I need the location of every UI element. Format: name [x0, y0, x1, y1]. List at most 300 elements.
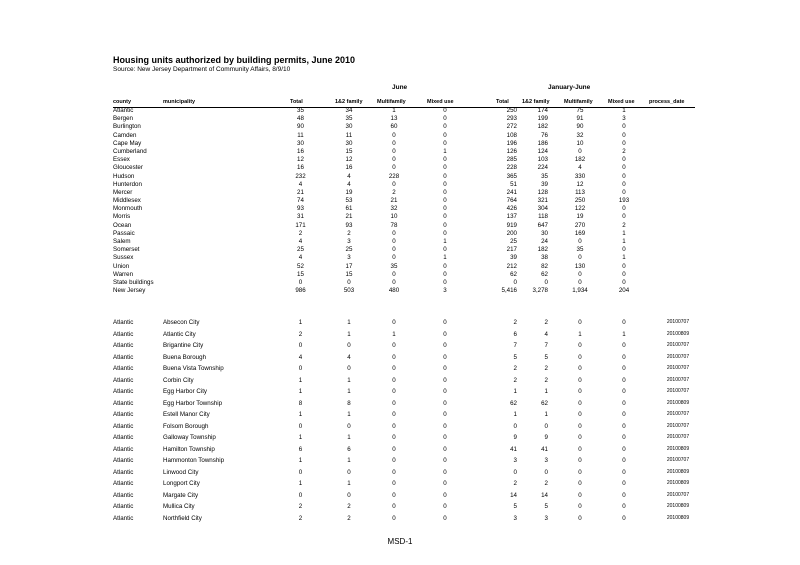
cell-1-2-family: 34 — [345, 107, 353, 114]
cell-ytd-mixed-use: 0 — [622, 246, 626, 254]
cell-process-date: 20100707 — [666, 411, 690, 418]
table-row — [113, 254, 695, 262]
cell-multifamily: 0 — [392, 164, 396, 172]
table-row — [113, 230, 695, 238]
cell-ytd-mixed-use: 1 — [622, 107, 626, 114]
cell-ytd-1-2-family: 62 — [541, 270, 548, 278]
table-row — [113, 271, 695, 279]
cell-ytd-multifamily: 0 — [578, 399, 582, 407]
cell-multifamily: 0 — [392, 229, 396, 237]
cell-ytd-mixed-use: 0 — [622, 205, 626, 213]
cell-multifamily: 228 — [388, 172, 400, 180]
table-row — [113, 123, 695, 131]
cell-1-2-family: 2 — [347, 503, 351, 511]
cell-county: Gloucester — [113, 164, 143, 172]
cell-municipality: Corbin City — [163, 376, 194, 384]
cell-ytd-multifamily: 0 — [578, 480, 582, 488]
cell-ytd-multifamily: 0 — [578, 238, 582, 245]
cell-municipality: Linwood City — [163, 468, 199, 476]
cell-ytd-1-2-family: 118 — [538, 213, 548, 221]
cell-municipality: Mullica City — [163, 503, 195, 511]
cell-ytd-multifamily: 19 — [576, 213, 584, 221]
header-ytd-mixed-use: Mixed use — [608, 99, 635, 105]
cell-ytd-1-2-family: 3 — [544, 514, 548, 522]
table-row — [113, 279, 695, 287]
cell-ytd-1-2-family: 14 — [541, 491, 548, 499]
cell-total: 93 — [297, 205, 304, 213]
cell-ytd-1-2-family: 124 — [537, 147, 548, 155]
cell-ytd-1-2-family: 1 — [544, 411, 548, 419]
cell-ytd-1-2-family: 35 — [541, 172, 548, 180]
cell-mixed-use: 0 — [443, 213, 447, 221]
cell-ytd-multifamily: 12 — [576, 180, 584, 188]
cell-mixed-use: 0 — [443, 422, 447, 430]
cell-ytd-1-2-family: 186 — [537, 139, 548, 147]
cell-multifamily: 10 — [390, 213, 398, 221]
cell-ytd-mixed-use: 2 — [622, 147, 626, 155]
cell-1-2-family: 1 — [347, 319, 351, 326]
cell-total: 4 — [298, 254, 303, 262]
cell-multifamily: 0 — [392, 342, 396, 350]
cell-ytd-mixed-use: 0 — [622, 342, 626, 350]
cell-multifamily: 0 — [392, 254, 396, 262]
cell-ytd-1-2-family: 5 — [544, 353, 548, 361]
cell-ytd-total: 3 — [513, 457, 517, 465]
cell-county: Atlantic — [113, 491, 134, 499]
cell-municipality: Hamilton Township — [163, 445, 215, 453]
cell-total: 4 — [298, 353, 303, 361]
cell-ytd-1-2-family: 304 — [537, 205, 548, 213]
cell-county: Atlantic — [113, 399, 134, 407]
cell-ytd-multifamily: 10 — [576, 139, 584, 147]
cell-municipality: Northfield City — [163, 514, 202, 522]
cell-county: New Jersey — [113, 287, 146, 295]
cell-1-2-family: 1 — [347, 330, 351, 338]
cell-process-date: 20100809 — [666, 503, 690, 510]
table-row — [113, 478, 695, 490]
cell-ytd-mixed-use: 0 — [622, 365, 626, 373]
cell-total: 0 — [298, 491, 303, 499]
cell-total: 90 — [297, 123, 304, 131]
cell-total: 4 — [298, 238, 303, 245]
cell-county: Ocean — [113, 221, 132, 229]
header-mixed-use: Mixed use — [427, 99, 454, 105]
cell-process-date: 20100809 — [666, 468, 690, 475]
cell-multifamily: 78 — [390, 221, 398, 229]
cell-process-date: 20100809 — [666, 399, 690, 406]
cell-ytd-mixed-use: 0 — [622, 131, 626, 139]
cell-1-2-family: 0 — [347, 468, 351, 476]
table-row — [113, 197, 695, 205]
cell-process-date: 20100707 — [666, 388, 690, 395]
cell-municipality: Galloway Township — [163, 434, 216, 442]
cell-total: 0 — [298, 365, 303, 373]
cell-mixed-use: 0 — [443, 164, 447, 172]
cell-multifamily: 60 — [390, 123, 398, 131]
cell-total: 1 — [298, 434, 303, 442]
cell-1-2-family: 17 — [345, 262, 353, 270]
cell-ytd-1-2-family: 76 — [541, 131, 548, 139]
cell-ytd-total: 1 — [513, 388, 517, 396]
page-footer: MSD-1 — [387, 537, 413, 546]
cell-ytd-mixed-use: 0 — [622, 270, 626, 278]
cell-ytd-mixed-use: 0 — [622, 434, 626, 442]
cell-county: Morris — [113, 213, 131, 221]
cell-1-2-family: 3 — [347, 238, 351, 245]
cell-ytd-total: 212 — [506, 262, 517, 270]
cell-1-2-family: 0 — [347, 422, 351, 430]
cell-ytd-total: 108 — [506, 131, 517, 139]
cell-ytd-mixed-use: 0 — [622, 468, 626, 476]
cell-multifamily: 0 — [392, 139, 396, 147]
header-process-date: process_date — [649, 99, 685, 105]
cell-ytd-mixed-use: 1 — [622, 330, 626, 338]
cell-ytd-1-2-family: 82 — [541, 262, 548, 270]
county-table — [113, 107, 695, 295]
cell-ytd-1-2-family: 199 — [537, 115, 548, 123]
cell-ytd-1-2-family: 38 — [541, 254, 548, 262]
cell-ytd-total: 2 — [513, 365, 517, 373]
cell-mixed-use: 0 — [443, 434, 447, 442]
cell-ytd-mixed-use: 0 — [622, 319, 626, 326]
cell-ytd-multifamily: 169 — [574, 229, 586, 237]
cell-municipality: Estell Manor City — [163, 411, 210, 419]
cell-ytd-total: 200 — [506, 229, 517, 237]
cell-ytd-1-2-family: 182 — [537, 123, 548, 131]
cell-total: 31 — [297, 213, 304, 221]
cell-ytd-mixed-use: 0 — [622, 388, 626, 396]
cell-process-date: 20100707 — [666, 491, 690, 498]
cell-multifamily: 0 — [392, 422, 396, 430]
cell-ytd-multifamily: 91 — [576, 115, 584, 123]
cell-ytd-mixed-use: 3 — [622, 115, 626, 123]
cell-county: Atlantic — [113, 107, 134, 114]
cell-ytd-multifamily: 75 — [576, 107, 584, 114]
cell-ytd-mixed-use: 0 — [622, 180, 626, 188]
header-multifamily: Multifamily — [377, 99, 406, 105]
cell-mixed-use: 3 — [443, 287, 447, 295]
cell-1-2-family: 1 — [347, 434, 351, 442]
cell-ytd-mixed-use: 0 — [622, 411, 626, 419]
header-1-2-family: 1&2 family — [335, 99, 363, 105]
table-row — [113, 317, 695, 329]
cell-ytd-total: 228 — [506, 164, 517, 172]
cell-ytd-total: 293 — [506, 115, 517, 123]
cell-mixed-use: 0 — [443, 319, 447, 326]
cell-mixed-use: 0 — [443, 262, 447, 270]
cell-ytd-multifamily: 0 — [578, 342, 582, 350]
cell-multifamily: 0 — [392, 399, 396, 407]
cell-ytd-1-2-family: 39 — [541, 180, 548, 188]
table-row — [113, 432, 695, 444]
cell-ytd-multifamily: 130 — [574, 262, 586, 270]
cell-municipality: Folsom Borough — [163, 422, 209, 430]
cell-multifamily: 0 — [392, 468, 396, 476]
cell-multifamily: 35 — [390, 262, 398, 270]
cell-ytd-total: 25 — [510, 238, 517, 245]
cell-county: Hudson — [113, 172, 135, 180]
cell-ytd-multifamily: 0 — [578, 365, 582, 373]
cell-ytd-total: 126 — [506, 147, 517, 155]
cell-ytd-mixed-use: 1 — [622, 229, 626, 237]
table-row — [113, 148, 695, 156]
cell-county: Atlantic — [113, 422, 134, 430]
cell-ytd-mixed-use: 0 — [622, 503, 626, 511]
cell-1-2-family: 0 — [347, 278, 351, 286]
cell-mixed-use: 0 — [443, 229, 447, 237]
cell-ytd-multifamily: 0 — [578, 270, 582, 278]
header-ytd-1-2-family: 1&2 family — [522, 99, 550, 105]
cell-ytd-mixed-use: 204 — [618, 287, 630, 295]
cell-1-2-family: 0 — [347, 365, 351, 373]
cell-county: Atlantic — [113, 365, 134, 373]
cell-ytd-total: 0 — [513, 422, 517, 430]
cell-county: Atlantic — [113, 342, 134, 350]
cell-total: 1 — [298, 376, 303, 384]
cell-mixed-use: 1 — [443, 147, 447, 155]
cell-multifamily: 1 — [392, 107, 396, 114]
cell-1-2-family: 15 — [345, 270, 353, 278]
cell-mixed-use: 1 — [443, 254, 447, 262]
cell-ytd-mixed-use: 0 — [622, 514, 626, 522]
table-row — [113, 107, 695, 115]
cell-ytd-total: 7 — [513, 342, 517, 350]
cell-ytd-total: 0 — [513, 278, 517, 286]
cell-ytd-total: 62 — [510, 399, 517, 407]
cell-ytd-multifamily: 0 — [578, 468, 582, 476]
header-municipality: municipality — [163, 99, 196, 105]
cell-county: Atlantic — [113, 480, 134, 488]
cell-ytd-mixed-use: 0 — [622, 457, 626, 465]
cell-total: 986 — [295, 287, 306, 295]
cell-1-2-family: 53 — [345, 197, 353, 205]
cell-ytd-multifamily: 330 — [574, 172, 586, 180]
cell-mixed-use: 0 — [443, 399, 447, 407]
cell-county: Cumberland — [113, 147, 147, 155]
cell-ytd-total: 196 — [506, 139, 517, 147]
cell-ytd-total: 137 — [506, 213, 517, 221]
cell-ytd-1-2-family: 7 — [544, 342, 548, 350]
cell-mixed-use: 0 — [443, 353, 447, 361]
cell-ytd-mixed-use: 0 — [622, 353, 626, 361]
cell-ytd-total: 217 — [506, 246, 517, 254]
cell-total: 8 — [298, 399, 303, 407]
cell-multifamily: 0 — [392, 278, 396, 286]
cell-mixed-use: 0 — [443, 503, 447, 511]
table-row — [113, 409, 695, 421]
cell-county: Atlantic — [113, 330, 134, 338]
cell-ytd-total: 41 — [510, 445, 517, 453]
cell-ytd-1-2-family: 2 — [544, 480, 548, 488]
cell-ytd-1-2-family: 2 — [544, 319, 548, 326]
cell-ytd-total: 1 — [513, 411, 517, 419]
cell-ytd-1-2-family: 0 — [544, 422, 548, 430]
cell-total: 16 — [297, 147, 304, 155]
cell-ytd-1-2-family: 647 — [537, 221, 548, 229]
table-row — [113, 287, 695, 295]
cell-mixed-use: 0 — [443, 445, 447, 453]
cell-total: 30 — [297, 139, 304, 147]
cell-ytd-1-2-family: 321 — [537, 197, 548, 205]
cell-ytd-multifamily: 250 — [574, 197, 586, 205]
cell-ytd-mixed-use: 193 — [618, 197, 630, 205]
cell-mixed-use: 0 — [443, 221, 447, 229]
cell-ytd-1-2-family: 1 — [544, 388, 548, 396]
cell-county: Atlantic — [113, 434, 134, 442]
cell-ytd-total: 365 — [506, 172, 517, 180]
table-row — [113, 263, 695, 271]
table-row — [113, 181, 695, 189]
cell-total: 232 — [295, 172, 306, 180]
cell-mixed-use: 0 — [443, 365, 447, 373]
cell-process-date: 20100809 — [666, 514, 690, 521]
cell-1-2-family: 0 — [347, 342, 351, 350]
cell-ytd-mixed-use: 0 — [622, 139, 626, 147]
cell-multifamily: 32 — [390, 205, 398, 213]
table-row — [113, 238, 695, 246]
cell-county: Atlantic — [113, 468, 134, 476]
cell-multifamily: 0 — [392, 503, 396, 511]
cell-ytd-total: 5 — [513, 353, 517, 361]
cell-total: 12 — [297, 156, 304, 164]
cell-county: Middlesex — [113, 197, 141, 205]
cell-ytd-total: 2 — [513, 319, 517, 326]
cell-ytd-mixed-use: 0 — [622, 156, 626, 164]
cell-1-2-family: 2 — [347, 229, 351, 237]
table-row — [113, 205, 695, 213]
cell-ytd-multifamily: 0 — [578, 376, 582, 384]
cell-ytd-multifamily: 0 — [578, 319, 582, 326]
cell-1-2-family: 25 — [345, 246, 353, 254]
cell-ytd-multifamily: 90 — [576, 123, 584, 131]
cell-ytd-total: 51 — [510, 180, 517, 188]
cell-process-date: 20100707 — [666, 365, 690, 372]
cell-county: Camden — [113, 131, 137, 139]
cell-total: 11 — [297, 131, 304, 139]
cell-ytd-multifamily: 35 — [576, 246, 584, 254]
cell-county: Atlantic — [113, 353, 134, 361]
cell-ytd-1-2-family: 24 — [541, 238, 548, 245]
table-row — [113, 386, 695, 398]
cell-municipality: Hammonton Township — [163, 457, 225, 465]
table-row — [113, 329, 695, 341]
cell-county: Atlantic — [113, 445, 134, 453]
table-row — [113, 115, 695, 123]
cell-ytd-total: 6 — [513, 330, 517, 338]
cell-multifamily: 0 — [392, 238, 396, 245]
cell-ytd-total: 14 — [510, 491, 517, 499]
cell-mixed-use: 0 — [443, 388, 447, 396]
cell-1-2-family: 11 — [345, 131, 353, 139]
cell-total: 4 — [298, 180, 303, 188]
cell-multifamily: 0 — [392, 147, 396, 155]
cell-total: 48 — [297, 115, 304, 123]
cell-county: Bergen — [113, 115, 133, 123]
cell-ytd-1-2-family: 128 — [537, 188, 548, 196]
cell-total: 0 — [298, 422, 303, 430]
cell-ytd-total: 0 — [513, 468, 517, 476]
cell-county: Burlington — [113, 123, 141, 131]
cell-process-date: 20100809 — [666, 480, 690, 487]
cell-multifamily: 480 — [388, 287, 400, 295]
cell-mixed-use: 0 — [443, 156, 447, 164]
cell-1-2-family: 30 — [345, 123, 353, 131]
cell-total: 6 — [298, 445, 303, 453]
cell-ytd-multifamily: 0 — [578, 514, 582, 522]
cell-municipality: Margate City — [163, 491, 199, 499]
cell-ytd-mixed-use: 0 — [622, 262, 626, 270]
cell-process-date: 20100707 — [666, 319, 690, 325]
cell-mixed-use: 0 — [443, 330, 447, 338]
cell-total: 35 — [297, 107, 304, 114]
cell-mixed-use: 0 — [443, 139, 447, 147]
cell-mixed-use: 0 — [443, 131, 447, 139]
cell-mixed-use: 0 — [443, 172, 447, 180]
cell-multifamily: 0 — [392, 131, 396, 139]
cell-ytd-multifamily: 0 — [578, 457, 582, 465]
cell-ytd-mixed-use: 0 — [622, 172, 626, 180]
cell-ytd-total: 2 — [513, 376, 517, 384]
table-row — [113, 501, 695, 513]
cell-total: 21 — [297, 188, 304, 196]
cell-municipality: Buena Borough — [163, 353, 207, 361]
group-header-january-june: January-June — [548, 84, 591, 91]
cell-1-2-family: 4 — [347, 353, 351, 361]
cell-municipality: Egg Harbor Township — [163, 399, 223, 407]
cell-county: Atlantic — [113, 376, 134, 384]
cell-multifamily: 21 — [390, 197, 398, 205]
cell-total: 1 — [298, 388, 303, 396]
cell-multifamily: 0 — [392, 457, 396, 465]
cell-municipality: Brigantine City — [163, 342, 204, 350]
table-row — [113, 246, 695, 254]
cell-1-2-family: 35 — [345, 115, 353, 123]
cell-mixed-use: 0 — [443, 188, 447, 196]
cell-ytd-multifamily: 0 — [578, 445, 582, 453]
cell-multifamily: 0 — [392, 434, 396, 442]
table-row — [113, 340, 695, 352]
cell-total: 0 — [298, 342, 303, 350]
cell-ytd-1-2-family: 9 — [544, 434, 548, 442]
cell-mixed-use: 0 — [443, 270, 447, 278]
cell-ytd-mixed-use: 0 — [622, 399, 626, 407]
cell-ytd-1-2-family: 3,278 — [532, 287, 548, 295]
cell-ytd-multifamily: 0 — [578, 434, 582, 442]
cell-ytd-1-2-family: 0 — [544, 278, 548, 286]
cell-mixed-use: 0 — [443, 514, 447, 522]
cell-ytd-multifamily: 0 — [578, 411, 582, 419]
cell-ytd-mixed-use: 0 — [622, 480, 626, 488]
source-note: Source: New Jersey Department of Community Affairs, 8/9/10 — [113, 66, 291, 73]
cell-county: Union — [113, 262, 130, 270]
cell-1-2-family: 1 — [347, 457, 351, 465]
table-row — [113, 140, 695, 148]
cell-mixed-use: 0 — [443, 205, 447, 213]
cell-process-date: 20100707 — [666, 434, 690, 441]
cell-ytd-mixed-use: 0 — [622, 164, 626, 172]
cell-multifamily: 0 — [392, 156, 396, 164]
cell-1-2-family: 30 — [345, 139, 353, 147]
cell-ytd-1-2-family: 174 — [537, 107, 548, 114]
group-header-june: June — [392, 84, 408, 91]
header-county: county — [113, 99, 132, 105]
cell-process-date: 20100707 — [666, 376, 690, 383]
cell-ytd-total: 241 — [506, 188, 517, 196]
cell-mixed-use: 0 — [443, 342, 447, 350]
cell-1-2-family: 19 — [345, 188, 353, 196]
cell-ytd-total: 39 — [510, 254, 517, 262]
cell-multifamily: 0 — [392, 180, 396, 188]
